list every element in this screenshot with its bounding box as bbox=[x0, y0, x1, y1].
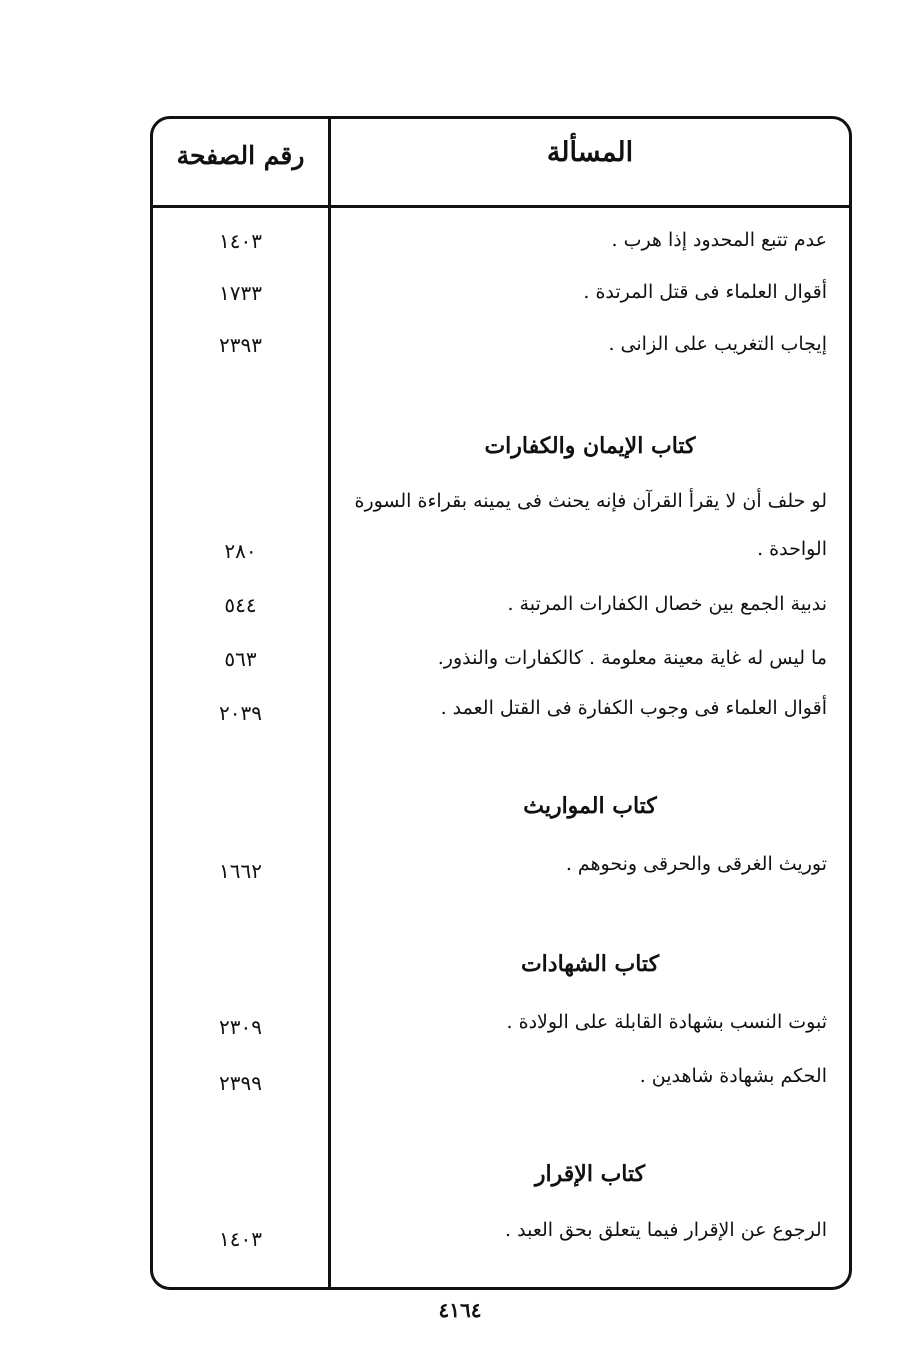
entry-text: لو حلف أن لا يقرأ القرآن فإنه يحنث فى يمينه بقراءة السورة الواحدة . bbox=[354, 490, 827, 560]
entry-text: ثبوت النسب بشهادة القابلة على الولادة . bbox=[506, 1011, 827, 1033]
entry-page: ٢٣٩٣ bbox=[219, 333, 262, 357]
entry-text: أقوال العلماء فى قتل المرتدة . bbox=[583, 281, 827, 303]
index-table-frame bbox=[150, 116, 852, 1290]
section-heading: كتاب المواريث bbox=[523, 793, 657, 819]
page-column-header: رقم الصفحة bbox=[176, 141, 305, 170]
entry-text: توريث الغرقى والحرقى ونحوهم . bbox=[565, 853, 827, 875]
header-rule bbox=[153, 205, 849, 208]
entry-text: الرجوع عن الإقرار فيما يتعلق بحق العبد . bbox=[505, 1219, 827, 1241]
section-heading: كتاب الشهادات bbox=[520, 951, 660, 977]
entry-text: إيجاب التغريب على الزانى . bbox=[608, 333, 827, 355]
entry-text: عدم تتبع المحدود إذا هرب . bbox=[611, 229, 827, 251]
issue-column-header: المسألة bbox=[546, 137, 634, 168]
entry-page: ١٧٣٣ bbox=[219, 281, 262, 305]
entry-page: ٢٠٣٩ bbox=[219, 701, 262, 725]
entry-page: ٥٤٤ bbox=[224, 593, 257, 617]
entry-text: ما ليس له غاية معينة معلومة . كالكفارات والنذور. bbox=[437, 647, 827, 669]
section-heading: كتاب الإيمان والكفارات bbox=[484, 433, 696, 459]
entry-page: ٢٣٠٩ bbox=[219, 1015, 262, 1039]
page-number: ٤١٦٤ bbox=[438, 1298, 482, 1322]
entry-page: ٢٣٩٩ bbox=[219, 1071, 262, 1095]
entry-page: ١٦٦٢ bbox=[219, 859, 262, 883]
entry-page: ١٤٠٣ bbox=[219, 1227, 262, 1251]
entry-text: ندبية الجمع بين خصال الكفارات المرتبة . bbox=[507, 593, 827, 615]
entry-page: ١٤٠٣ bbox=[219, 229, 262, 253]
entry-text: الحكم بشهادة شاهدين . bbox=[639, 1065, 827, 1087]
entry-page: ٢٨٠ bbox=[224, 539, 257, 563]
entry-page: ٥٦٣ bbox=[224, 647, 257, 671]
section-heading: كتاب الإقرار bbox=[534, 1161, 646, 1187]
entry-text: أقوال العلماء فى وجوب الكفارة فى القتل العمد . bbox=[440, 697, 827, 719]
